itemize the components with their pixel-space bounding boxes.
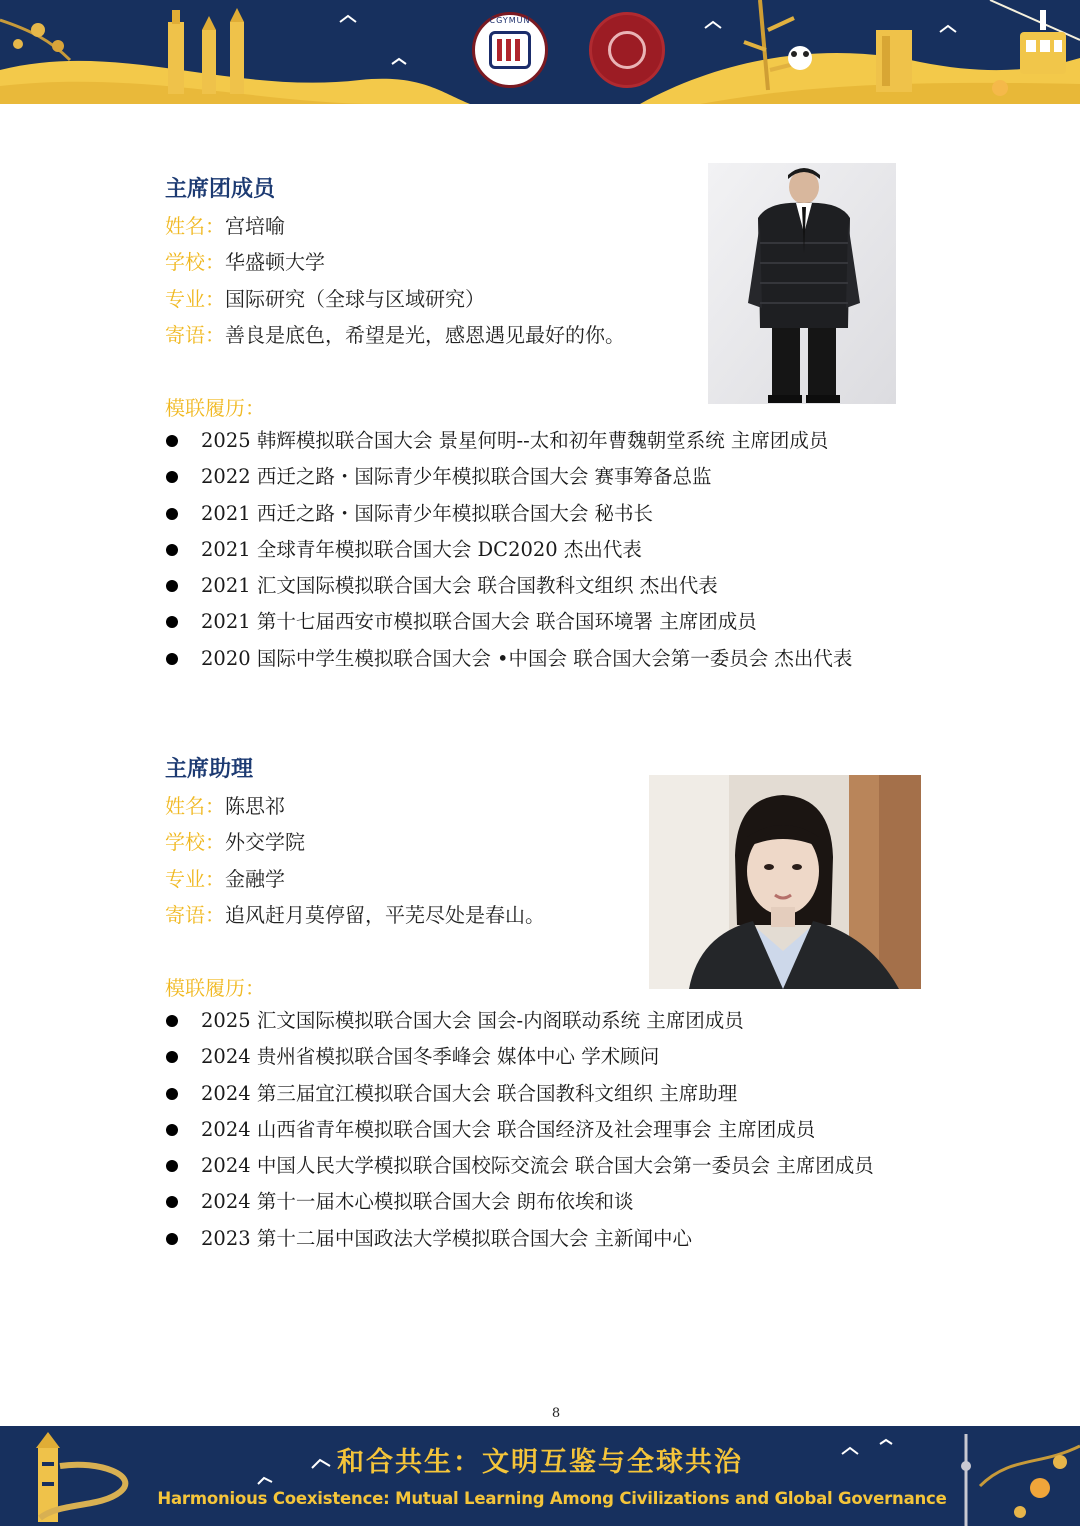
major-label: 专业： (165, 287, 225, 311)
member-1-role-title: 主席团成员 (165, 177, 276, 202)
member-1-name-field (165, 210, 285, 239)
member-2-photo (649, 775, 921, 989)
logo-text: CGYMUN (489, 16, 531, 25)
member-1-major: 国际研究（全球与区域研究） (225, 287, 485, 311)
history-item (165, 459, 925, 495)
history-item (165, 1184, 925, 1220)
history-item (165, 641, 925, 677)
school-label: 学校： (165, 250, 225, 274)
history-text: 2025 韩辉模拟联合国大会 景星何明--太和初年曹魏朝堂系统 主席团成员 (201, 429, 829, 452)
header-banner (0, 0, 1080, 104)
member-2-name: 陈思祁 (225, 794, 285, 818)
member-1-motto: 善良是底色，希望是光，感恩遇见最好的你。 (225, 323, 625, 347)
member-2-history-title: 模联履历： (165, 976, 265, 1000)
history-item (165, 496, 925, 532)
bullet-icon (166, 435, 178, 447)
member-2-role-title: 主席助理 (165, 757, 254, 782)
bullet-icon (166, 1124, 178, 1136)
member-1-major-field (165, 283, 485, 312)
motto-label: 寄语： (165, 323, 225, 347)
footer-slogan-en: Harmonious Coexistence: Mutual Learning Among Civilizations and Global Governance (157, 1489, 947, 1508)
bullet-icon (166, 616, 178, 628)
bullet-icon (166, 580, 178, 592)
major-label: 专业： (165, 867, 225, 891)
history-text: 2023 第十二届中国政法大学模拟联合国大会 主新闻中心 (201, 1226, 693, 1250)
footer-banner (0, 1426, 1080, 1526)
bullet-icon (166, 1051, 178, 1063)
member-2-school-field (165, 826, 305, 855)
member-1-history-list (165, 423, 925, 677)
footer-slogan-cn: 和合共生：文明互鉴与全球共治 (337, 1447, 743, 1478)
bullet-icon (166, 653, 178, 665)
member-2-history-list (165, 1003, 925, 1257)
history-text: 2024 第十一届木心模拟联合国大会 朗布依埃和谈 (201, 1190, 634, 1214)
member-1-motto-field (165, 319, 625, 348)
member-1-school-field (165, 246, 325, 275)
history-text: 2020 国际中学生模拟联合国大会 •中国会 联合国大会第一委员会 杰出代表 (201, 646, 853, 670)
member-2-school: 外交学院 (225, 830, 305, 854)
history-item (165, 568, 925, 604)
bullet-icon (166, 544, 178, 556)
member-2-name-field (165, 790, 285, 819)
history-item (165, 423, 925, 459)
bullet-icon (166, 1088, 178, 1100)
history-item (165, 1112, 925, 1148)
bullet-icon (166, 1160, 178, 1172)
bullet-icon (166, 1015, 178, 1027)
history-item (165, 1076, 925, 1112)
school-label: 学校： (165, 830, 225, 854)
history-item (165, 604, 925, 640)
history-text: 2024 第三届宜江模拟联合国大会 联合国教科文组织 主席助理 (201, 1081, 738, 1105)
member-2-major: 金融学 (225, 867, 285, 891)
history-text: 2025 汇文国际模拟联合国大会 国会-内阁联动系统 主席团成员 (201, 1009, 744, 1032)
page-number: 8 (551, 1406, 561, 1421)
member-1-history-title: 模联履历： (165, 396, 265, 420)
conference-logo-icon (472, 12, 548, 88)
member-2-motto-field (165, 899, 545, 928)
history-item (165, 1221, 925, 1257)
bullet-icon (166, 1233, 178, 1245)
history-item (165, 532, 925, 568)
history-text: 2024 山西省青年模拟联合国大会 联合国经济及社会理事会 主席团成员 (201, 1117, 816, 1141)
history-item (165, 1148, 921, 1184)
history-text: 2021 第十七届西安市模拟联合国大会 联合国环境署 主席团成员 (201, 610, 757, 634)
history-text: 2024 贵州省模拟联合国冬季峰会 媒体中心 学术顾问 (201, 1045, 660, 1069)
history-item (165, 1003, 925, 1039)
bullet-icon (166, 508, 178, 520)
member-1-photo (708, 163, 896, 404)
member-2-major-field (165, 863, 285, 892)
seal-logo-icon (589, 12, 665, 88)
member-1-school: 华盛顿大学 (225, 250, 325, 274)
name-label: 姓名： (165, 214, 225, 238)
member-1-name: 宫培喻 (225, 214, 285, 238)
bullet-icon (166, 471, 178, 483)
name-label: 姓名： (165, 794, 225, 818)
bullet-icon (166, 1196, 178, 1208)
history-text: 2021 西迁之路・国际青少年模拟联合国大会 秘书长 (201, 501, 654, 525)
history-text: 2024 中国人民大学模拟联合国校际交流会 联合国大会第一委员会 主席团成员 (201, 1154, 874, 1178)
member-2-motto: 追风赶月莫停留，平芜尽处是春山。 (225, 903, 545, 927)
motto-label: 寄语： (165, 903, 225, 927)
history-text: 2021 全球青年模拟联合国大会 DC2020 杰出代表 (201, 537, 642, 561)
history-item (165, 1039, 925, 1075)
history-text: 2022 西迁之路・国际青少年模拟联合国大会 赛事筹备总监 (201, 465, 712, 489)
history-text: 2021 汇文国际模拟联合国大会 联合国教科文组织 杰出代表 (201, 574, 718, 598)
